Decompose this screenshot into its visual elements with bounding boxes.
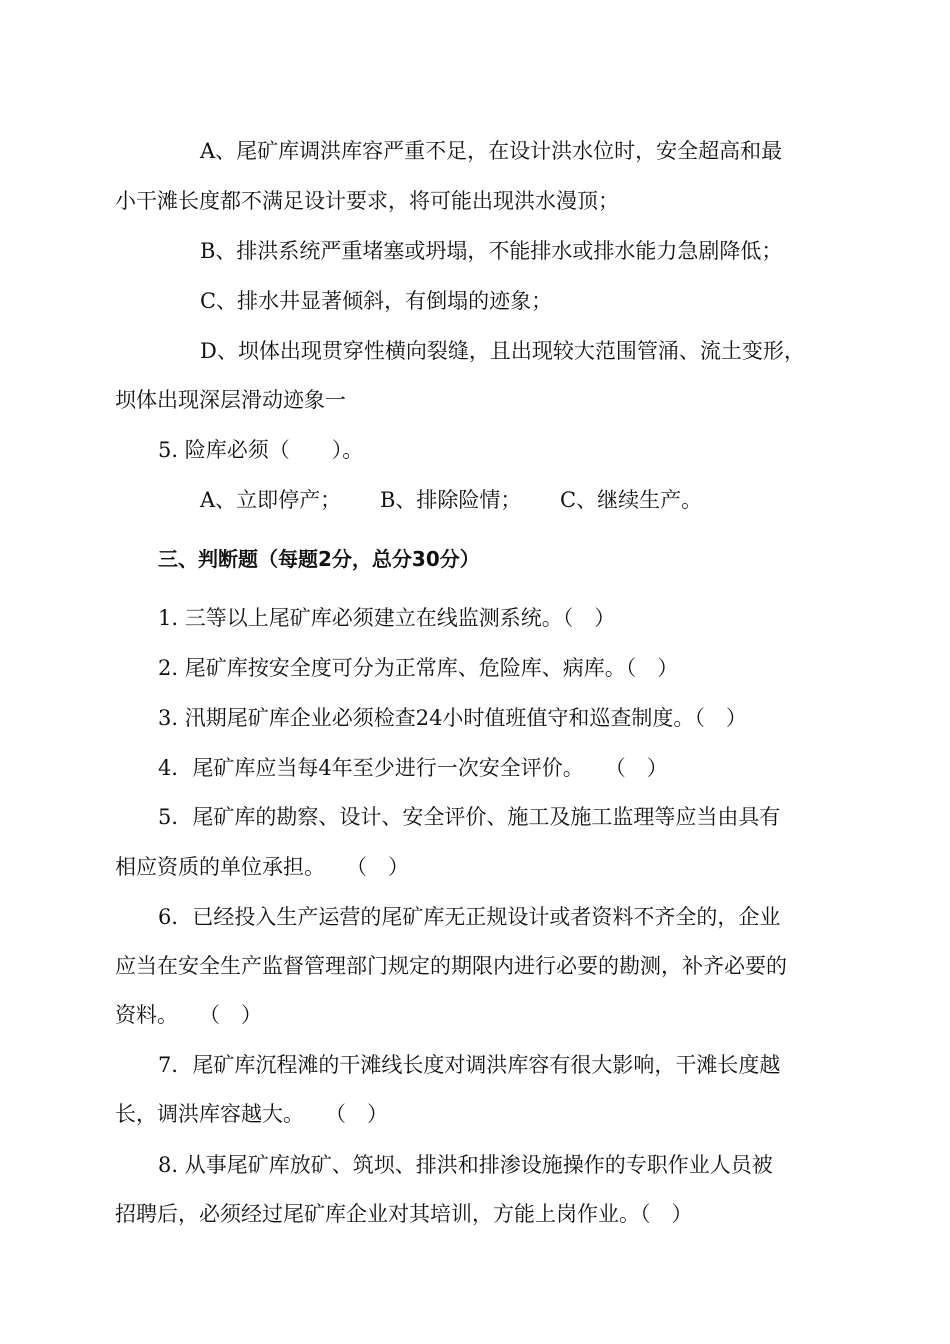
judgement-item-6-line1: 6．已经投入生产运营的尾矿库无正规设计或者资料不齐全的，企业 (158, 905, 781, 929)
question5-option-a: A、立即停产； (200, 488, 342, 512)
dam-item-d-line2: 坝体出现深层滑动迹象一 (115, 388, 346, 412)
judgement-item-6-line2: 应当在安全生产监督管理部门规定的期限内进行必要的勘测，补齐必要的 (115, 954, 787, 978)
dam-item-b: B、排洪系统严重堵塞或坍塌，不能排水或排水能力急剧降低； (200, 239, 783, 263)
question5-option-b: B、排除险情； (380, 488, 522, 512)
question5-stem: 5. 险库必须（ ）。 (158, 438, 364, 462)
dam-item-a-line2: 小干滩长度都不满足设计要求，将可能出现洪水漫顶； (115, 189, 619, 213)
judgement-item-6-line3: 资料。 （ ） (115, 1003, 262, 1027)
dam-item-c: C、排水井显著倾斜，有倒塌的迹象； (200, 289, 553, 313)
dam-item-d-line1: D、坝体出现贯穿性横向裂缝，且出现较大范围管涌、流土变形， (200, 339, 805, 363)
judgement-item: 1. 三等以上尾矿库必须建立在线监测系统。（ ） (158, 606, 616, 630)
judgement-item-5-line1: 5．尾矿库的勘察、设计、安全评价、施工及施工监理等应当由具有 (158, 805, 781, 829)
question5-option-c: C、继续生产。 (560, 488, 703, 512)
dam-item-a-line1: A、尾矿库调洪库容严重不足，在设计洪水位时，安全超高和最 (200, 139, 783, 163)
judgement-item-5-line2: 相应资质的单位承担。 （ ） (115, 855, 409, 879)
judgement-item: 3. 汛期尾矿库企业必须检查24小时值班值守和巡查制度。（ ） (158, 706, 747, 730)
judgement-item-7-line2: 长，调洪库容越大。 （ ） (115, 1102, 388, 1126)
judgement-item: 4．尾矿库应当每4年至少进行一次安全评价。 （ ） (158, 756, 668, 780)
judgement-item: 2. 尾矿库按安全度可分为正常库、危险库、病库。（ ） (158, 656, 679, 680)
judgement-item-8-line1: 8. 从事尾矿库放矿、筑坝、排洪和排渗设施操作的专职作业人员被 (158, 1153, 773, 1177)
judgement-item-8-line2: 招聘后，必须经过尾矿库企业对其培训，方能上岗作业。（ ） (115, 1202, 693, 1226)
section3-heading: 三、判断题（每题2分，总分30分） (158, 547, 480, 571)
judgement-item-7-line1: 7．尾矿库沉程滩的干滩线长度对调洪库容有很大影响，干滩长度越 (158, 1053, 781, 1077)
